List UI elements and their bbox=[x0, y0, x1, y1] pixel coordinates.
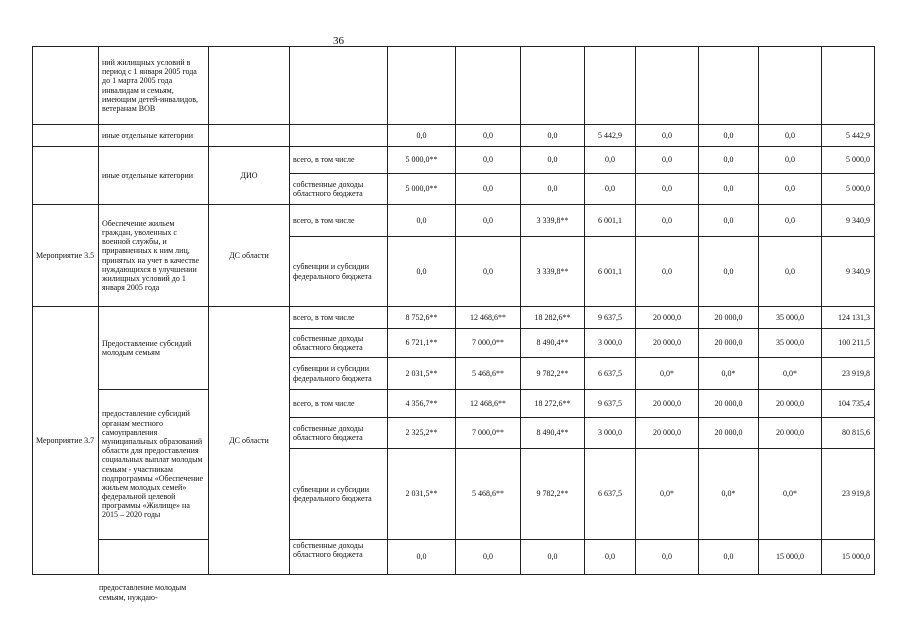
measure-label bbox=[33, 125, 99, 147]
executor bbox=[209, 47, 290, 125]
table-row bbox=[33, 205, 875, 237]
funding-source: собственные доходы областного бюджета bbox=[290, 174, 388, 205]
value-cell: 5 468,6** bbox=[456, 449, 521, 540]
value-cell: 20 000,0 bbox=[759, 418, 822, 449]
value-cell: 6 637,5 bbox=[585, 449, 636, 540]
value-cell: 20 000,0 bbox=[636, 329, 699, 358]
value-cell: 0,0 bbox=[759, 205, 822, 237]
funding-source: всего, в том числе bbox=[290, 390, 388, 418]
value-cell bbox=[388, 47, 456, 125]
value-cell: 3 000,0 bbox=[585, 329, 636, 358]
total-cell: 9 340,9 bbox=[822, 237, 875, 307]
value-cell: 0,0 bbox=[521, 147, 585, 174]
page-number: 36 bbox=[333, 35, 344, 47]
total-cell: 80 815,6 bbox=[822, 418, 875, 449]
value-cell: 0,0 bbox=[636, 205, 699, 237]
value-cell: 0,0 bbox=[521, 125, 585, 147]
value-cell: 4 356,7** bbox=[388, 390, 456, 418]
value-cell: 2 325,2** bbox=[388, 418, 456, 449]
funding-source: субвенции и субсидии федерального бюджета bbox=[290, 237, 388, 307]
value-cell: 7 000,0** bbox=[456, 329, 521, 358]
value-cell: 0,0 bbox=[636, 125, 699, 147]
value-cell: 0,0 bbox=[456, 237, 521, 307]
budget-table bbox=[32, 46, 875, 575]
table-row bbox=[33, 147, 875, 174]
value-cell: 0,0* bbox=[636, 449, 699, 540]
value-cell: 9 782,2** bbox=[521, 449, 585, 540]
value-cell: 5 000,0** bbox=[388, 147, 456, 174]
measure-description: предоставление субсидий органам местного самоуправления муниципальных образований области для предоставления социальных выплат молодым семьям - участникам подпрограммы «Обеспечение жильем молодых семей» федеральной целевой программы «Жилище» на 2015 – 2020 годы bbox=[99, 390, 209, 540]
value-cell: 0,0 bbox=[585, 540, 636, 575]
value-cell: 0,0 bbox=[388, 205, 456, 237]
value-cell bbox=[456, 47, 521, 125]
value-cell: 0,0 bbox=[456, 147, 521, 174]
value-cell: 20 000,0 bbox=[699, 329, 759, 358]
value-cell: 6 637,5 bbox=[585, 358, 636, 390]
value-cell: 0,0 bbox=[456, 540, 521, 575]
value-cell: 12 468,6** bbox=[456, 307, 521, 329]
funding-source bbox=[290, 47, 388, 125]
total-cell: 104 735,4 bbox=[822, 390, 875, 418]
measure-label: Мероприятие 3.7 bbox=[33, 307, 99, 575]
value-cell: 35 000,0 bbox=[759, 329, 822, 358]
value-cell: 20 000,0 bbox=[699, 307, 759, 329]
value-cell: 18 282,6** bbox=[521, 307, 585, 329]
value-cell: 0,0 bbox=[699, 174, 759, 205]
value-cell: 0,0 bbox=[585, 174, 636, 205]
total-cell: 9 340,9 bbox=[822, 205, 875, 237]
value-cell: 20 000,0 bbox=[759, 390, 822, 418]
measure-description: Обеспечение жильем граждан, уволенных с военной службы, и приравненных к ним лиц, принятых на учет в качестве нуждающихся в улучшении жилищных условий до 1 января 2005 года bbox=[99, 205, 209, 307]
funding-source: собственные доходы областного бюджета bbox=[290, 418, 388, 449]
value-cell: 20 000,0 bbox=[636, 418, 699, 449]
value-cell: 0,0 bbox=[759, 237, 822, 307]
value-cell: 9 782,2** bbox=[521, 358, 585, 390]
funding-source: всего, в том числе bbox=[290, 205, 388, 237]
value-cell: 0,0 bbox=[636, 174, 699, 205]
value-cell: 0,0 bbox=[388, 125, 456, 147]
value-cell: 0,0 bbox=[636, 237, 699, 307]
executor bbox=[209, 125, 290, 147]
funding-source: собственные доходы областного бюджета bbox=[290, 540, 388, 575]
value-cell: 8 490,4** bbox=[521, 329, 585, 358]
value-cell: 5 468,6** bbox=[456, 358, 521, 390]
value-cell: 8 752,6** bbox=[388, 307, 456, 329]
value-cell: 15 000,0 bbox=[759, 540, 822, 575]
funding-source: собственные доходы областного бюджета bbox=[290, 329, 388, 358]
total-cell: 100 211,5 bbox=[822, 329, 875, 358]
total-cell: 23 919,8 bbox=[822, 358, 875, 390]
measure-label: Мероприятие 3.5 bbox=[33, 205, 99, 307]
funding-source: субвенции и субсидии федерального бюджета bbox=[290, 358, 388, 390]
value-cell: 0,0 bbox=[759, 125, 822, 147]
value-cell: 3 339,8** bbox=[521, 205, 585, 237]
table-row bbox=[33, 47, 875, 125]
value-cell: 0,0 bbox=[456, 205, 521, 237]
value-cell: 8 490,4** bbox=[521, 418, 585, 449]
value-cell: 0,0 bbox=[521, 540, 585, 575]
funding-source: всего, в том числе bbox=[290, 307, 388, 329]
value-cell: 5 442,9 bbox=[585, 125, 636, 147]
value-cell: 0,0 bbox=[699, 125, 759, 147]
value-cell: 9 637,5 bbox=[585, 307, 636, 329]
value-cell: 0,0* bbox=[759, 449, 822, 540]
total-cell: 5 442,9 bbox=[822, 125, 875, 147]
funding-source: субвенции и субсидии федерального бюджета bbox=[290, 449, 388, 540]
value-cell: 20 000,0 bbox=[636, 390, 699, 418]
value-cell: 2 031,5** bbox=[388, 449, 456, 540]
value-cell: 3 000,0 bbox=[585, 418, 636, 449]
value-cell: 5 000,0** bbox=[388, 174, 456, 205]
table-row bbox=[33, 125, 875, 147]
value-cell: 6 001,1 bbox=[585, 237, 636, 307]
value-cell: 0,0 bbox=[699, 147, 759, 174]
table-row bbox=[33, 540, 875, 575]
measure-label bbox=[33, 147, 99, 205]
value-cell: 0,0 bbox=[699, 540, 759, 575]
value-cell: 0,0 bbox=[585, 147, 636, 174]
value-cell: 0,0 bbox=[521, 174, 585, 205]
measure-description: иные отдельные категории bbox=[99, 125, 209, 147]
value-cell bbox=[521, 47, 585, 125]
measure-label bbox=[33, 47, 99, 125]
value-cell: 9 637,5 bbox=[585, 390, 636, 418]
total-cell: 124 131,3 bbox=[822, 307, 875, 329]
value-cell: 18 272,6** bbox=[521, 390, 585, 418]
total-cell: 23 919,8 bbox=[822, 449, 875, 540]
value-cell: 3 339,8** bbox=[521, 237, 585, 307]
executor: ДС области bbox=[209, 205, 290, 307]
value-cell: 20 000,0 bbox=[636, 307, 699, 329]
value-cell: 0,0* bbox=[759, 358, 822, 390]
value-cell bbox=[699, 47, 759, 125]
value-cell: 0,0 bbox=[456, 174, 521, 205]
value-cell: 0,0 bbox=[699, 237, 759, 307]
total-cell: 15 000,0 bbox=[822, 540, 875, 575]
value-cell: 35 000,0 bbox=[759, 307, 822, 329]
measure-description: Предоставление субсидий молодым семьям bbox=[99, 307, 209, 390]
measure-description: ний жилищных условий в период с 1 января 2005 года до 1 марта 2005 года инвалидам и семьям, имеющим детей-инвалидов, ветеранам ВОВ bbox=[99, 47, 209, 125]
value-cell: 6 721,1** bbox=[388, 329, 456, 358]
total-cell: 5 000,0 bbox=[822, 147, 875, 174]
table-row bbox=[33, 390, 875, 418]
table-row bbox=[33, 307, 875, 329]
value-cell: 0,0* bbox=[699, 358, 759, 390]
measure-description bbox=[99, 540, 209, 575]
value-cell: 0,0 bbox=[388, 540, 456, 575]
value-cell bbox=[585, 47, 636, 125]
value-cell: 0,0 bbox=[388, 237, 456, 307]
total-cell: 5 000,0 bbox=[822, 174, 875, 205]
total-cell bbox=[822, 47, 875, 125]
value-cell: 6 001,1 bbox=[585, 205, 636, 237]
value-cell: 2 031,5** bbox=[388, 358, 456, 390]
value-cell bbox=[636, 47, 699, 125]
value-cell bbox=[759, 47, 822, 125]
continuation-text: предоставление молодым семьям, нуждаю- bbox=[99, 583, 187, 602]
value-cell: 0,0 bbox=[456, 125, 521, 147]
value-cell: 0,0 bbox=[636, 147, 699, 174]
value-cell: 0,0 bbox=[759, 147, 822, 174]
funding-source bbox=[290, 125, 388, 147]
value-cell: 7 000,0** bbox=[456, 418, 521, 449]
value-cell: 0,0 bbox=[699, 205, 759, 237]
value-cell: 0,0 bbox=[759, 174, 822, 205]
executor: ДИО bbox=[209, 147, 290, 205]
measure-description: иные отдельные категории bbox=[99, 147, 209, 205]
value-cell: 0,0 bbox=[636, 540, 699, 575]
funding-source: всего, в том числе bbox=[290, 147, 388, 174]
value-cell: 20 000,0 bbox=[699, 418, 759, 449]
value-cell: 0,0* bbox=[699, 449, 759, 540]
value-cell: 0,0* bbox=[636, 358, 699, 390]
value-cell: 12 468,6** bbox=[456, 390, 521, 418]
value-cell: 20 000,0 bbox=[699, 390, 759, 418]
executor: ДС области bbox=[209, 307, 290, 575]
